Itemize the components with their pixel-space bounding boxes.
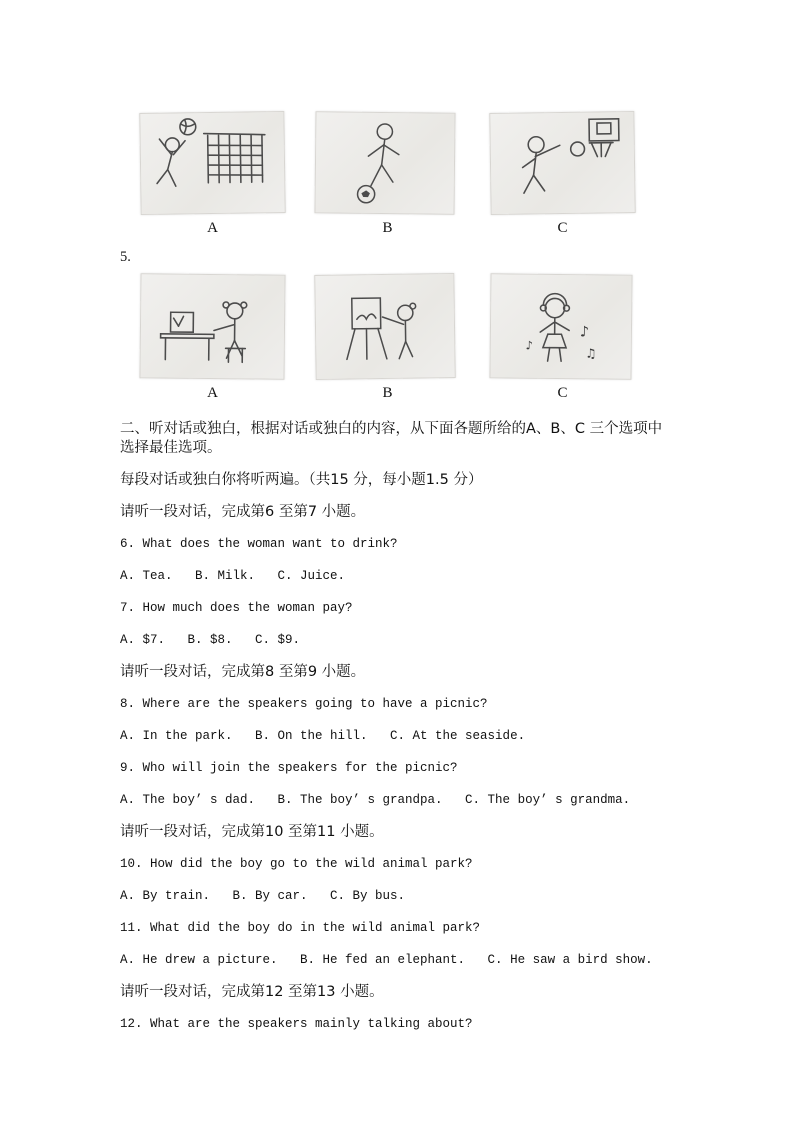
music-note-icon: ♪ — [525, 338, 534, 353]
question5-option-a — [140, 274, 285, 402]
computer-illustration-icon — [139, 273, 285, 380]
soccer-illustration-icon — [314, 111, 455, 214]
music-note-icon: ♪ — [579, 324, 590, 341]
question-8-text: 8. Where are the speakers going to have a picnic? — [120, 697, 488, 711]
section2-note: 每段对话或独白你将听两遍。（共15 分，每小题1.5 分） — [120, 472, 483, 488]
volleyball-illustration-icon — [139, 111, 285, 215]
question4-option-c — [490, 112, 635, 237]
painting-illustration-icon — [314, 273, 455, 380]
figure-label: A — [207, 220, 218, 236]
question-8-options: A. In the park. B. On the hill. C. At the seaside. — [120, 729, 526, 743]
question4-option-a — [140, 112, 285, 237]
basketball-illustration-icon — [489, 111, 635, 215]
question-9-options: A. The boy’ s dad. B. The boy’ s grandpa. C. The boy’ s grandma. — [120, 793, 631, 807]
figure-label: C — [557, 385, 568, 401]
question4-figure-row — [140, 112, 674, 237]
figure-label: B — [382, 220, 393, 236]
dialogue4-prompt: 请听一段对话，完成第12 至第13 小题。 — [120, 984, 384, 1000]
question-11-options: A. He drew a picture. B. He fed an elephant. C. He saw a bird show. — [120, 953, 653, 967]
question-10-options: A. By train. B. By car. C. By bus. — [120, 889, 406, 903]
dialogue3-prompt: 请听一段对话，完成第10 至第11 小题。 — [120, 824, 384, 840]
music-note-icon: ♫ — [585, 345, 597, 361]
question4-option-b — [315, 112, 460, 237]
figure-label: B — [382, 385, 393, 401]
dialogue1-prompt: 请听一段对话，完成第6 至第7 小题。 — [120, 504, 366, 520]
question-6-text: 6. What does the woman want to drink? — [120, 537, 398, 551]
question5-option-c — [490, 274, 635, 402]
dialogue2-prompt: 请听一段对话，完成第8 至第9 小题。 — [120, 664, 366, 680]
question5-figure-row — [140, 274, 674, 402]
question-6-options: A. Tea. B. Milk. C. Juice. — [120, 569, 346, 583]
question-10-text: 10. How did the boy go to the wild animal park? — [120, 857, 473, 871]
section2-heading: 二、听对话或独白，根据对话或独白的内容，从下面各题所给的A、B、C 三个选项中选择最佳选项。 — [120, 421, 663, 456]
music-illustration-icon — [489, 273, 632, 379]
figure-label: C — [557, 220, 568, 236]
question-7-text: 7. How much does the woman pay? — [120, 601, 353, 615]
question-9-text: 9. Who will join the speakers for the picnic? — [120, 761, 458, 775]
figure-label: A — [207, 385, 218, 401]
question-12-text: 12. What are the speakers mainly talking about? — [120, 1017, 473, 1031]
question5-number: 5. — [120, 249, 131, 265]
question-11-text: 11. What did the boy do in the wild animal park? — [120, 921, 481, 935]
question5-option-b — [315, 274, 460, 402]
question-7-options: A. $7. B. $8. C. $9. — [120, 633, 301, 647]
